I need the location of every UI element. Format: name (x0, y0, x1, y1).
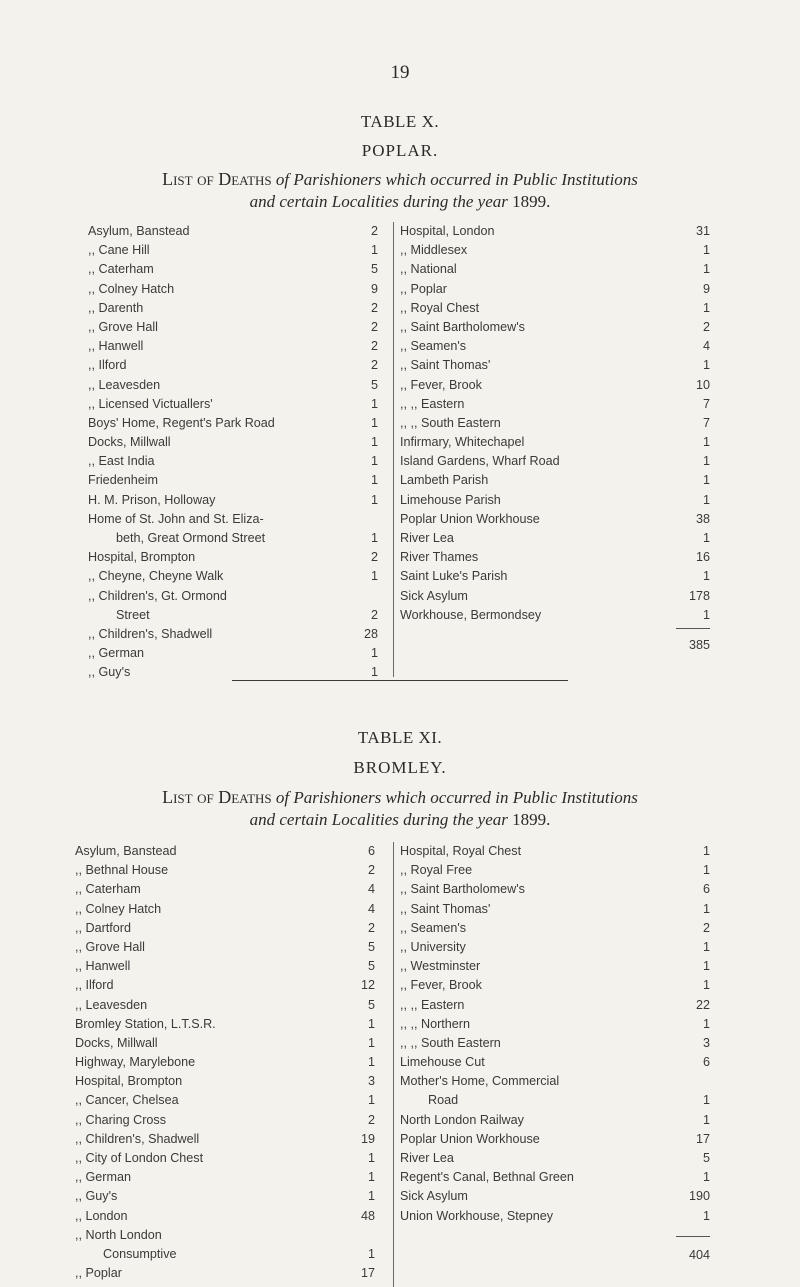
row-value: 2 (702, 920, 710, 935)
row-value: 9 (370, 281, 378, 296)
row-value: 1 (702, 1208, 710, 1223)
row-label: ,, Children's, Shadwell (75, 1131, 200, 1146)
row-value: 1 (702, 358, 710, 373)
row-label: ,, Cane Hill (88, 243, 150, 258)
row-label: ,, University (400, 939, 466, 954)
total-rule (676, 1236, 710, 1237)
row-label: Home of St. John and St. Eliza- (88, 511, 264, 526)
table-row (400, 1168, 710, 1187)
row-value: 17 (695, 1131, 710, 1146)
row-value: 2 (370, 319, 378, 334)
table-row (400, 567, 710, 586)
table-row (75, 938, 375, 957)
row-value: 2 (370, 224, 378, 238)
caption-year: 1899. (512, 810, 551, 829)
row-label: ,, Saint Thomas' (400, 358, 491, 373)
row-label: ,, Poplar (75, 1266, 122, 1281)
row-label: ,, Royal Free (400, 863, 473, 878)
table-row (400, 976, 710, 995)
row-value: 1 (370, 569, 378, 584)
row-label: Island Gardens, Wharf Road (400, 454, 560, 469)
table-row (88, 491, 378, 510)
table-row (88, 280, 378, 299)
row-label: ,, Westminster (400, 959, 481, 974)
table-row (75, 1072, 375, 1091)
caption-lead: List of Deaths (162, 169, 272, 189)
table-row (400, 1130, 710, 1149)
row-value: 5 (367, 959, 375, 974)
row-label: ,, Caterham (88, 262, 154, 277)
table-row (400, 260, 710, 279)
caption-lead: List of Deaths (162, 787, 272, 807)
table-row (400, 1149, 710, 1168)
table-row (75, 1015, 375, 1034)
table-row (75, 842, 375, 861)
row-label: ,, Caterham (75, 882, 141, 897)
row-value: 12 (360, 978, 375, 993)
table-row (88, 548, 378, 567)
table-row (75, 957, 375, 976)
row-label: River Lea (400, 1151, 454, 1165)
table-row (88, 587, 378, 606)
row-label: ,, Saint Thomas' (400, 901, 491, 916)
row-label: ,, North London (75, 1227, 162, 1242)
row-label: River Thames (400, 550, 479, 565)
row-value: 1 (702, 1016, 710, 1031)
table-x-caption (0, 168, 800, 213)
table-row (400, 1015, 710, 1034)
row-label: ,, Fever, Brook (400, 978, 482, 993)
table-row (400, 356, 710, 375)
table-row (75, 919, 375, 938)
table-row (400, 880, 710, 899)
row-value: 16 (695, 550, 710, 565)
table-row (400, 1111, 710, 1130)
row-label: Hospital, Royal Chest (400, 844, 522, 858)
table-row (75, 861, 375, 880)
row-label: Docks, Millwall (88, 435, 171, 450)
row-label: Workhouse, Bermondsey (400, 607, 542, 622)
row-label: ,, Darenth (88, 300, 144, 315)
row-value: 1 (702, 243, 710, 258)
table-row (75, 1264, 375, 1283)
row-value: 2 (370, 550, 378, 565)
row-label: ,, Colney Hatch (75, 901, 162, 916)
row-value: 1 (702, 939, 710, 954)
row-label: ,, Bethnal House (75, 863, 169, 878)
row-value: 4 (702, 339, 710, 354)
row-value: 1 (367, 1055, 375, 1070)
row-value: 1 (370, 492, 378, 507)
table-row (88, 606, 378, 625)
section-divider (232, 680, 568, 681)
table-row (88, 510, 378, 529)
row-label: ,, Colney Hatch (88, 281, 175, 296)
table-row (400, 395, 710, 414)
row-label: ,, London (75, 1208, 128, 1223)
row-value: 31 (695, 224, 710, 238)
row-value: 38 (695, 511, 710, 526)
table-row (88, 644, 378, 663)
table-row (400, 433, 710, 452)
row-label: ,, Seamen's (400, 920, 467, 935)
row-value: 1 (702, 1093, 710, 1108)
row-value: 1 (702, 863, 710, 878)
row-value: 1 (367, 1035, 375, 1050)
row-value: 178 (688, 588, 710, 603)
row-label: ,, Children's, Gt. Ormond (88, 588, 227, 603)
row-label: ,, Poplar (400, 281, 447, 296)
table-row (400, 376, 710, 395)
table-x-left-column (88, 222, 378, 683)
row-label: ,, ,, Northern (400, 1016, 470, 1031)
row-value: 1 (370, 531, 378, 545)
row-value: 7 (702, 415, 710, 430)
row-value: 9 (702, 281, 710, 296)
table-row (88, 625, 378, 644)
row-value: 5 (702, 1151, 710, 1165)
row-value: 1 (702, 300, 710, 315)
table-row (400, 861, 710, 880)
table-row (400, 529, 710, 548)
row-value: 1 (702, 473, 710, 488)
row-label: Poplar Union Workhouse (400, 1131, 540, 1146)
row-value: 1 (370, 243, 378, 258)
row-value: 1 (367, 1189, 375, 1204)
row-value: 3 (367, 1074, 375, 1089)
row-label: ,, City of London Chest (75, 1151, 204, 1165)
caption-italic-2: and certain Localities during the year (249, 192, 508, 211)
row-label: Road (428, 1093, 459, 1108)
row-label: Saint Luke's Parish (400, 569, 508, 584)
caption-italic-1: of Parishioners which occurred in Public Institutions (275, 788, 638, 807)
row-label: ,, Cancer, Chelsea (75, 1093, 179, 1108)
table-row (88, 318, 378, 337)
table-row (400, 222, 710, 241)
row-value: 5 (367, 939, 375, 954)
row-label: Consumptive (103, 1246, 177, 1261)
row-value: 1 (702, 531, 710, 545)
table-row (75, 880, 375, 899)
table-row (400, 414, 710, 433)
row-value: 1 (702, 262, 710, 277)
row-value: 10 (695, 377, 710, 392)
table-row (400, 900, 710, 919)
row-value: 2 (367, 863, 375, 878)
table-xi-left-column (75, 842, 375, 1283)
row-value: 2 (370, 607, 378, 622)
table-row (400, 957, 710, 976)
table-row (88, 222, 378, 241)
row-label: ,, German (75, 1170, 131, 1185)
row-label: ,, Grove Hall (88, 319, 158, 334)
row-value: 6 (367, 844, 375, 858)
total-rule (676, 628, 710, 629)
row-value: 1 (702, 492, 710, 507)
table-xi-right-column (400, 842, 710, 1226)
row-value: 5 (367, 997, 375, 1012)
row-label: Sick Asylum (400, 588, 468, 603)
table-row (88, 376, 378, 395)
table-row (400, 1053, 710, 1072)
row-label: H. M. Prison, Holloway (88, 492, 216, 507)
row-label: Bromley Station, L.T.S.R. (75, 1016, 216, 1031)
table-row (400, 1207, 710, 1226)
table-row (75, 976, 375, 995)
row-value: 1 (370, 665, 378, 680)
table-xi-title: TABLE XI. (357, 728, 443, 747)
table-row (88, 337, 378, 356)
row-label: ,, Leavesden (75, 997, 148, 1012)
table-row (88, 299, 378, 318)
row-value: 6 (702, 882, 710, 897)
row-value: 1 (370, 415, 378, 430)
table-row (88, 471, 378, 490)
row-value: 190 (688, 1189, 710, 1204)
row-label: Docks, Millwall (75, 1035, 158, 1050)
row-label: Friedenheim (88, 473, 158, 488)
row-label: ,, Hanwell (88, 339, 144, 354)
table-row (88, 433, 378, 452)
table-row (75, 1187, 375, 1206)
row-value: 1 (370, 435, 378, 450)
page-number: 19 (390, 62, 410, 83)
caption-italic-1: of Parishioners which occurred in Public Institutions (275, 170, 638, 189)
row-value: 1 (370, 396, 378, 411)
row-value: 48 (360, 1208, 375, 1223)
row-label: Asylum, Banstead (88, 224, 190, 238)
table-x-title: TABLE X. (360, 112, 440, 131)
row-value: 19 (360, 1131, 375, 1146)
table-row (88, 241, 378, 260)
table-row (88, 414, 378, 433)
row-value: 1 (702, 607, 710, 622)
table-row (400, 996, 710, 1015)
table-row (400, 919, 710, 938)
row-label: ,, ,, South Eastern (400, 415, 501, 430)
row-label: Lambeth Parish (400, 473, 489, 488)
row-label: ,, National (400, 262, 457, 277)
row-value: 1 (367, 1016, 375, 1031)
table-row (75, 1130, 375, 1149)
column-divider (393, 222, 394, 677)
row-value: 2 (702, 319, 710, 334)
row-label: Regent's Canal, Bethnal Green (400, 1170, 574, 1185)
row-value: 2 (367, 920, 375, 935)
row-value: 1 (702, 435, 710, 450)
row-value: 2 (367, 1112, 375, 1127)
row-label: Mother's Home, Commercial (400, 1074, 560, 1089)
row-value: 1 (367, 1170, 375, 1185)
table-row (400, 491, 710, 510)
row-label: Boys' Home, Regent's Park Road (88, 415, 275, 430)
row-label: Limehouse Cut (400, 1055, 485, 1070)
row-value: 1 (367, 1246, 375, 1261)
row-label: ,, ,, South Eastern (400, 1035, 501, 1050)
row-label: ,, Cheyne, Cheyne Walk (88, 569, 224, 584)
row-label: ,, German (88, 646, 144, 661)
row-value: 1 (702, 959, 710, 974)
row-label: Infirmary, Whitechapel (400, 435, 525, 450)
row-label: ,, Children's, Shadwell (88, 626, 213, 641)
row-value: 17 (360, 1266, 375, 1281)
table-x-right-column (400, 222, 710, 625)
caption-year: 1899. (512, 192, 551, 211)
table-row (75, 1245, 375, 1264)
row-value: 5 (370, 377, 378, 392)
row-value: 1 (702, 901, 710, 916)
row-value: 1 (702, 1112, 710, 1127)
table-row (75, 1034, 375, 1053)
row-label: ,, Ilford (88, 358, 127, 373)
table-row (75, 1168, 375, 1187)
row-label: Asylum, Banstead (75, 844, 177, 858)
table-row (75, 1149, 375, 1168)
table-row (400, 471, 710, 490)
table-row (400, 606, 710, 625)
table-x-total: 385 (688, 638, 710, 652)
row-label: Street (116, 607, 150, 622)
row-label: ,, Dartford (75, 920, 131, 935)
row-label: ,, Charing Cross (75, 1112, 166, 1127)
row-label: beth, Great Ormond Street (116, 531, 266, 545)
caption-italic-2: and certain Localities during the year (249, 810, 508, 829)
table-row (75, 1111, 375, 1130)
row-label: ,, Saint Bartholomew's (400, 319, 525, 334)
table-row (75, 1207, 375, 1226)
row-label: Hospital, Brompton (75, 1074, 183, 1089)
table-row (88, 260, 378, 279)
row-label: ,, East India (88, 454, 155, 469)
table-row (75, 900, 375, 919)
row-value: 1 (370, 646, 378, 661)
row-label: ,, Licensed Victuallers' (88, 396, 213, 411)
row-label: ,, Royal Chest (400, 300, 480, 315)
row-value: 1 (702, 454, 710, 469)
table-row (400, 510, 710, 529)
row-value: 2 (370, 339, 378, 354)
row-value: 22 (695, 997, 710, 1012)
table-row (400, 548, 710, 567)
row-label: Union Workhouse, Stepney (400, 1208, 554, 1223)
row-value: 1 (702, 1170, 710, 1185)
table-x-subtitle: POPLAR. (361, 141, 439, 160)
row-value: 2 (370, 300, 378, 315)
row-value: 1 (370, 473, 378, 488)
table-row (400, 241, 710, 260)
table-row (400, 280, 710, 299)
row-label: River Lea (400, 531, 454, 545)
table-row (400, 587, 710, 606)
row-label: ,, Leavesden (88, 377, 161, 392)
row-label: Hospital, Brompton (88, 550, 196, 565)
table-row (400, 1072, 710, 1091)
column-divider (393, 842, 394, 1287)
row-label: ,, Saint Bartholomew's (400, 882, 525, 897)
table-xi-subtitle: BROMLEY. (353, 758, 447, 777)
row-value: 28 (363, 626, 378, 641)
row-value: 1 (367, 1151, 375, 1165)
row-value: 1 (702, 569, 710, 584)
table-row (400, 299, 710, 318)
table-row (75, 1091, 375, 1110)
row-label: ,, Guy's (75, 1189, 118, 1204)
row-value: 3 (702, 1035, 710, 1050)
row-value: 4 (367, 901, 375, 916)
row-label: ,, Guy's (88, 665, 131, 680)
row-label: North London Railway (400, 1112, 524, 1127)
table-row (400, 1034, 710, 1053)
row-value: 5 (370, 262, 378, 277)
table-row (75, 1226, 375, 1245)
row-label: Limehouse Parish (400, 492, 501, 507)
row-label: ,, Hanwell (75, 959, 131, 974)
row-label: ,, Seamen's (400, 339, 467, 354)
table-row (88, 452, 378, 471)
table-row (400, 337, 710, 356)
table-row (88, 356, 378, 375)
row-label: ,, Fever, Brook (400, 377, 482, 392)
row-value: 7 (702, 396, 710, 411)
row-label: ,, Grove Hall (75, 939, 145, 954)
table-row (400, 1187, 710, 1206)
table-row (75, 996, 375, 1015)
row-label: Hospital, London (400, 224, 495, 238)
row-label: ,, Ilford (75, 978, 114, 993)
table-row (88, 395, 378, 414)
table-xi-total: 404 (688, 1248, 710, 1262)
row-label: ,, ,, Eastern (400, 396, 465, 411)
table-row (88, 529, 378, 548)
row-value: 4 (367, 882, 375, 897)
table-row (400, 318, 710, 337)
row-label: ,, Middlesex (400, 243, 468, 258)
table-xi-caption (0, 786, 800, 831)
row-value: 1 (367, 1093, 375, 1108)
table-row (400, 1091, 710, 1110)
row-label: ,, ,, Eastern (400, 997, 465, 1012)
table-row (75, 1053, 375, 1072)
table-row (400, 938, 710, 957)
table-row (88, 567, 378, 586)
row-value: 1 (370, 454, 378, 469)
row-value: 1 (702, 978, 710, 993)
row-value: 2 (370, 358, 378, 373)
row-label: Sick Asylum (400, 1189, 468, 1204)
row-value: 1 (702, 844, 710, 858)
row-label: Poplar Union Workhouse (400, 511, 540, 526)
table-row (400, 842, 710, 861)
table-row (400, 452, 710, 471)
row-label: Highway, Marylebone (75, 1055, 196, 1070)
row-value: 6 (702, 1055, 710, 1070)
